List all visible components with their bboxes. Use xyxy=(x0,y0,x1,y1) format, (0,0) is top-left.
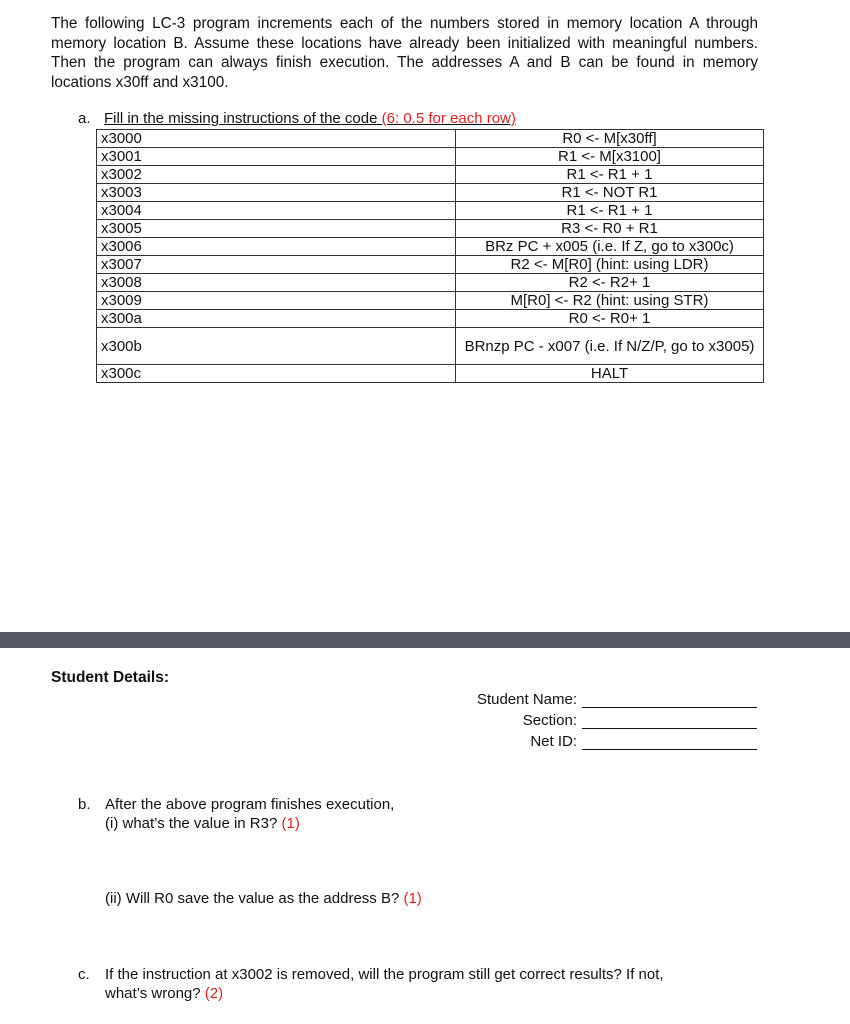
question-c-points: (2) xyxy=(204,985,224,1002)
question-a-marker: a. xyxy=(78,110,91,127)
question-b-marker: b. xyxy=(78,796,91,813)
question-b-ii xyxy=(105,890,422,907)
code-instruction: R1 <- NOT R1 xyxy=(456,184,764,202)
question-b-i: (i) what’s the value in R3? xyxy=(105,815,278,832)
code-address: x300a xyxy=(97,310,456,328)
code-instruction: HALT xyxy=(456,365,764,383)
section-divider xyxy=(0,632,850,648)
student-name-row xyxy=(440,691,760,712)
student-fields xyxy=(440,691,760,754)
question-b xyxy=(78,795,394,833)
student-name-field[interactable] xyxy=(582,707,757,708)
section-field[interactable] xyxy=(582,728,757,729)
code-address: x3003 xyxy=(97,184,456,202)
code-address: x3005 xyxy=(97,220,456,238)
code-address: x3001 xyxy=(97,148,456,166)
code-row xyxy=(97,365,764,383)
code-row xyxy=(97,238,764,256)
code-instruction: R1 <- M[x3100] xyxy=(456,148,764,166)
code-row xyxy=(97,148,764,166)
code-instruction: R3 <- R0 + R1 xyxy=(456,220,764,238)
student-details-title: Student Details: xyxy=(51,669,169,686)
code-address: x3000 xyxy=(97,130,456,148)
net-id-field[interactable] xyxy=(582,749,757,750)
code-row xyxy=(97,292,764,310)
question-b-ii-points: (1) xyxy=(403,890,422,907)
code-address: x300c xyxy=(97,365,456,383)
code-row xyxy=(97,184,764,202)
code-table xyxy=(96,129,764,383)
code-instruction: R2 <- R2+ 1 xyxy=(456,274,764,292)
net-id-label: Net ID: xyxy=(530,733,577,750)
section-label: Section: xyxy=(522,712,577,729)
code-row xyxy=(97,202,764,220)
section-row xyxy=(440,712,760,733)
code-instruction: R1 <- R1 + 1 xyxy=(456,202,764,220)
intro-paragraph: The following LC-3 program increments each of the numbers stored in memory location A through memory location B. Assume these locations have already been initialized with meaningful numbers. Then the program can always finish execution. The addresses A and B can be found in memory locations x30ff and x3100. xyxy=(51,15,758,91)
question-b-ii-text: (ii) Will R0 save the value as the address B? xyxy=(105,890,400,907)
net-id-row xyxy=(440,733,760,754)
question-b-i-points: (1) xyxy=(281,815,300,832)
code-address: x3009 xyxy=(97,292,456,310)
code-instruction: R1 <- R1 + 1 xyxy=(456,166,764,184)
code-row xyxy=(97,220,764,238)
code-address: x300b xyxy=(97,328,456,365)
question-c-line1: If the instruction at x3002 is removed, will the program still get correct results? If not, xyxy=(105,966,664,983)
code-instruction: BRnzp PC - x007 (i.e. If N/Z/P, go to x3005) xyxy=(456,328,764,365)
question-c xyxy=(78,965,758,1003)
question-b-intro: After the above program finishes execution, xyxy=(105,796,395,813)
question-c-marker: c. xyxy=(78,966,90,983)
code-address: x3002 xyxy=(97,166,456,184)
code-row xyxy=(97,256,764,274)
code-row xyxy=(97,310,764,328)
code-instruction: R2 <- M[R0] (hint: using LDR) xyxy=(456,256,764,274)
code-row xyxy=(97,274,764,292)
code-address: x3006 xyxy=(97,238,456,256)
code-instruction: R0 <- R0+ 1 xyxy=(456,310,764,328)
code-row xyxy=(97,328,764,365)
student-name-label: Student Name: xyxy=(476,691,577,708)
code-address: x3007 xyxy=(97,256,456,274)
question-a-heading xyxy=(78,110,516,127)
code-instruction: M[R0] <- R2 (hint: using STR) xyxy=(456,292,764,310)
question-c-line2: what’s wrong? xyxy=(105,985,201,1002)
code-address: x3008 xyxy=(97,274,456,292)
code-instruction: R0 <- M[x30ff] xyxy=(456,130,764,148)
code-address: x3004 xyxy=(97,202,456,220)
question-a-points: (6: 0.5 for each row) xyxy=(381,110,516,127)
question-a-text: Fill in the missing instructions of the code xyxy=(104,110,378,127)
code-instruction: BRz PC + x005 (i.e. If Z, go to x300c) xyxy=(456,238,764,256)
code-row xyxy=(97,166,764,184)
code-row xyxy=(97,130,764,148)
